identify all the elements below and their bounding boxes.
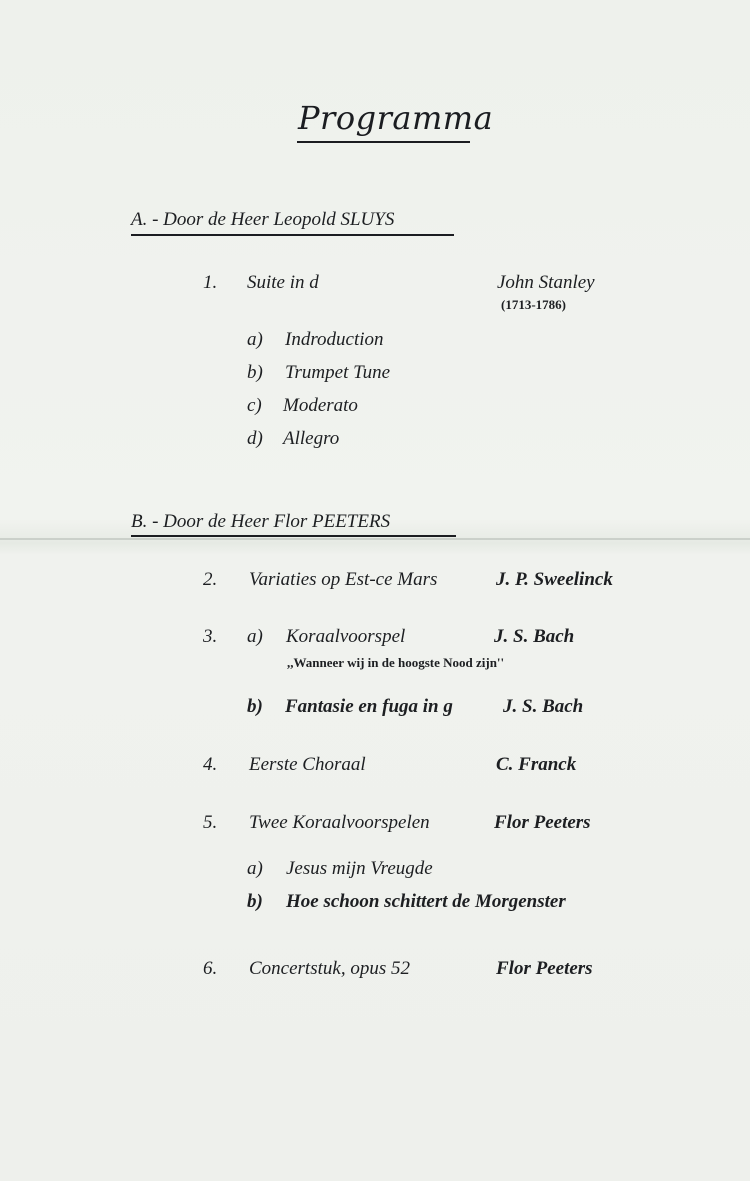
item-2-work: Variaties op Est-ce Mars xyxy=(249,569,438,590)
item-6-work: Concertstuk, opus 52 xyxy=(249,958,410,979)
item-3a-letter: a) xyxy=(247,626,263,647)
section-b-underline xyxy=(131,535,456,537)
movement-title: Allegro xyxy=(283,428,340,449)
paper-fold-line xyxy=(0,538,750,540)
item-5-work: Twee Koraalvoorspelen xyxy=(249,812,430,833)
item-4-composer: C. Franck xyxy=(496,754,577,775)
movement-letter: d) xyxy=(247,428,263,449)
movement-title: Trumpet Tune xyxy=(285,362,391,383)
item-5-composer: Flor Peeters xyxy=(494,812,591,833)
item-3b-composer: J. S. Bach xyxy=(503,696,584,717)
section-a-underline xyxy=(131,234,454,236)
movement-letter: c) xyxy=(247,395,262,416)
movement-title: Indroduction xyxy=(285,329,384,350)
item-1-composer-dates: (1713-1786) xyxy=(501,297,566,312)
item-2-composer: J. P. Sweelinck xyxy=(496,569,613,590)
movement-title: Jesus mijn Vreugde xyxy=(286,858,433,879)
title-underline xyxy=(297,141,470,143)
item-6-composer: Flor Peeters xyxy=(496,958,593,979)
item-3a-subtitle: ,,Wanneer wij in de hoogste Nood zijn'' xyxy=(287,655,505,670)
item-6-number: 6. xyxy=(203,958,218,979)
item-3b-letter: b) xyxy=(247,696,263,717)
item-1-composer: John Stanley xyxy=(497,272,595,293)
item-1-work: Suite in d xyxy=(247,272,319,293)
section-b-heading: B. - Door de Heer Flor PEETERS xyxy=(131,511,391,532)
movement-title: Hoe schoon schittert de Morgenster xyxy=(286,891,566,912)
movement-letter: b) xyxy=(247,362,263,383)
item-3a-composer: J. S. Bach xyxy=(494,626,575,647)
item-5-number: 5. xyxy=(203,812,218,833)
item-2-number: 2. xyxy=(203,569,218,590)
movement-title: Moderato xyxy=(283,395,358,416)
movement-letter: a) xyxy=(247,858,263,879)
program-title: Programma xyxy=(298,99,494,137)
movement-letter: a) xyxy=(247,329,263,350)
item-3a-work: Koraalvoorspel xyxy=(286,626,406,647)
movement-letter: b) xyxy=(247,891,263,912)
item-4-work: Eerste Choraal xyxy=(249,754,366,775)
item-3b-work: Fantasie en fuga in g xyxy=(285,696,453,717)
section-a-heading: A. - Door de Heer Leopold SLUYS xyxy=(131,209,395,230)
item-4-number: 4. xyxy=(203,754,218,775)
item-1-number: 1. xyxy=(203,272,218,293)
item-3-number: 3. xyxy=(203,626,218,647)
